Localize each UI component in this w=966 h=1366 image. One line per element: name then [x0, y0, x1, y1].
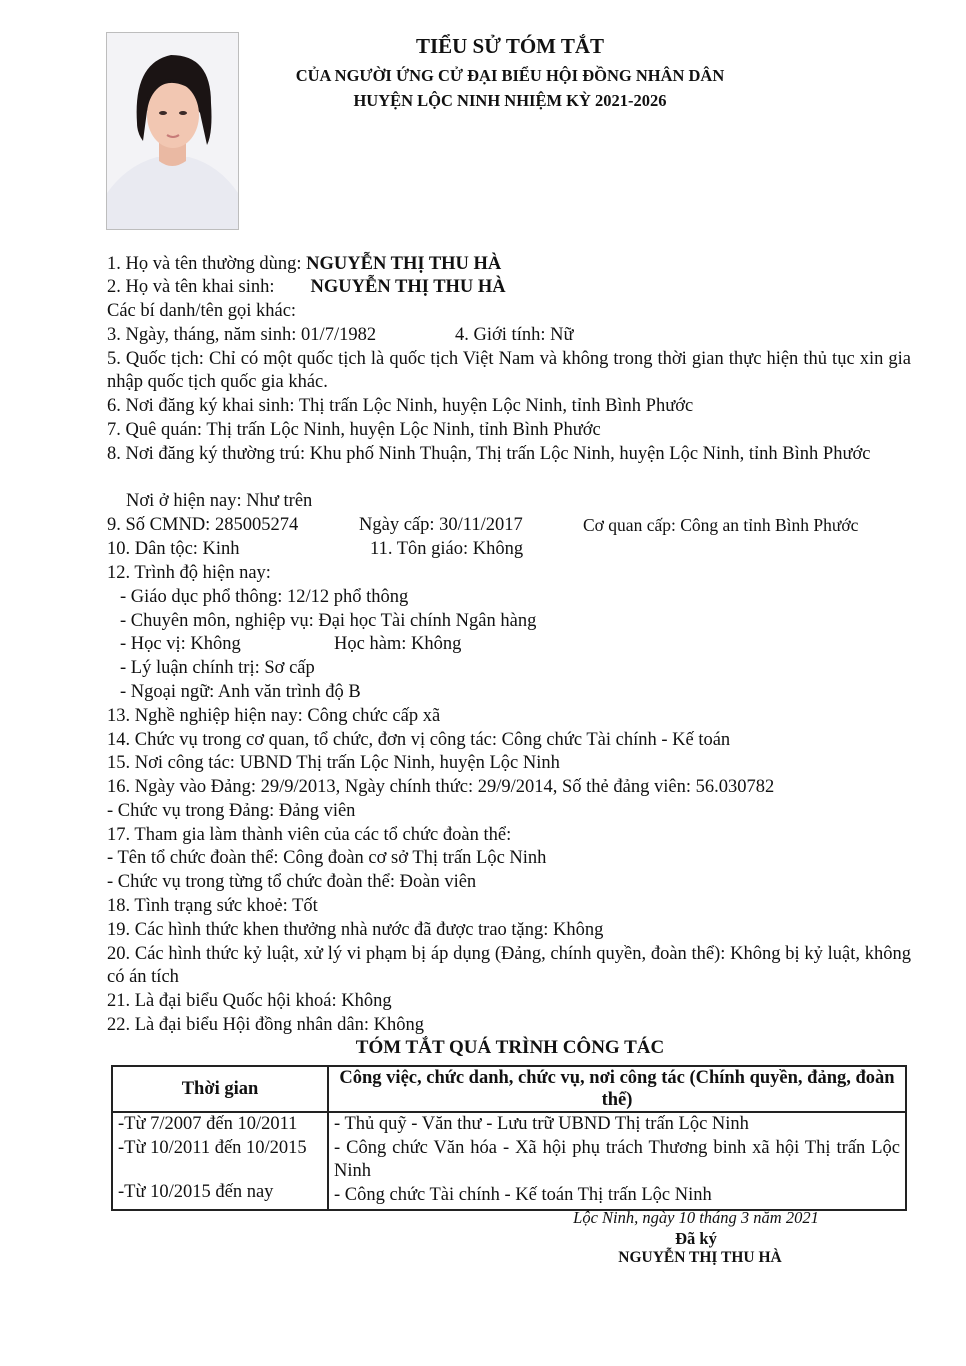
item-12-degree: - Học vị: Không — [120, 634, 241, 654]
document-subtitle-term: HUYỆN LỘC NINH NHIỆM KỲ 2021-2026 — [353, 91, 667, 110]
item-18: 18. Tình trạng sức khoẻ: Tốt — [107, 896, 318, 916]
alias: Các bí danh/tên gọi khác: — [107, 301, 297, 321]
item-12-political-theory: - Lý luận chính trị: Sơ cấp — [120, 658, 315, 678]
history-time-cell — [112, 1112, 328, 1210]
item-2-label: 2. Họ và tên khai sinh: — [107, 277, 275, 297]
history-time-2: -Từ 10/2011 đến 10/2015 — [118, 1137, 307, 1158]
portrait-photo — [106, 32, 239, 230]
history-work-3: - Công chức Tài chính - Kế toán Thị trấn Lộc Ninh — [334, 1184, 712, 1205]
signed-note: Đã ký — [675, 1229, 717, 1248]
item-6: 6. Nơi đăng ký khai sinh: Thị trấn Lộc Ninh, huyện Lộc Ninh, tỉnh Bình Phước — [107, 396, 694, 416]
document-subtitle: CỦA NGƯỜI ỨNG CỬ ĐẠI BIỂU HỘI ĐỒNG NHÂN DÂN — [295, 66, 725, 85]
history-header-row — [112, 1066, 906, 1112]
item-22: 22. Là đại biểu Hội đồng nhân dân: Không — [107, 1015, 425, 1035]
history-time-1: -Từ 7/2007 đến 10/2011 — [118, 1114, 298, 1134]
place-date: Lộc Ninh, ngày 10 tháng 3 năm 2021 — [573, 1208, 819, 1227]
item-11: 11. Tôn giáo: Không — [370, 539, 524, 559]
item-17-position: - Chức vụ trong từng tổ chức đoàn thể: Đoàn viên — [107, 872, 477, 892]
signer-name: NGUYỄN THỊ THU HÀ — [618, 1249, 782, 1266]
header-time: Thời gian — [112, 1066, 328, 1112]
item-21: 21. Là đại biểu Quốc hội khoá: Không — [107, 991, 392, 1011]
item-15: 15. Nơi công tác: UBND Thị trấn Lộc Ninh, huyện Lộc Ninh — [107, 753, 560, 773]
item-13: 13. Nghề nghiệp hiện nay: Công chức cấp xã — [107, 706, 441, 726]
item-10: 10. Dân tộc: Kinh — [107, 539, 240, 559]
item-17: 17. Tham gia làm thành viên của các tổ chức đoàn thể: — [107, 825, 512, 845]
history-work-1: - Thủ quỹ - Văn thư - Lưu trữ UBND Thị trấn Lộc Ninh — [334, 1114, 749, 1134]
item-16-party-position: - Chức vụ trong Đảng: Đảng viên — [107, 801, 356, 821]
history-title: TÓM TẮT QUÁ TRÌNH CÔNG TÁC — [355, 1037, 665, 1058]
item-12-academic-title: Học hàm: Không — [334, 634, 462, 654]
item-16: 16. Ngày vào Đảng: 29/9/2013, Ngày chính thức: 29/9/2014, Số thẻ đảng viên: 56.030782 — [107, 777, 775, 797]
portrait-image — [107, 33, 238, 229]
item-2-value: NGUYỄN THỊ THU HÀ — [310, 277, 506, 297]
item-20: 20. Các hình thức kỷ luật, xử lý vi phạm bị áp dụng (Đảng, chính quyền, đoàn thể): Không bị kỷ luật, không có án tích — [107, 944, 911, 987]
item-8: 8. Nơi đăng ký thường trú: Khu phố Ninh Thuận, Thị trấn Lộc Ninh, huyện Lộc Ninh, tỉnh Bình Phước — [107, 444, 871, 464]
item-12-profession: - Chuyên môn, nghiệp vụ: Đại học Tài chính Ngân hàng — [120, 611, 537, 631]
item-4: 4. Giới tính: Nữ — [455, 325, 574, 345]
history-time-3: -Từ 10/2015 đến nay — [118, 1182, 274, 1202]
item-3: 3. Ngày, tháng, năm sinh: 01/7/1982 — [107, 325, 377, 345]
history-work-2: - Công chức Văn hóa - Xã hội phụ trách Thương binh xã hội Thị trấn Lộc Ninh — [334, 1137, 900, 1181]
document-title: TIỂU SỬ TÓM TẮT — [415, 34, 605, 58]
current-address: Nơi ở hiện nay: Như trên — [126, 491, 313, 511]
history-work-cell — [328, 1112, 906, 1210]
item-5: 5. Quốc tịch: Chỉ có một quốc tịch là quốc tịch Việt Nam và không trong thời gian thực hiện thủ tục xin gia nhập quốc tịch quốc gia khác. — [107, 349, 911, 392]
item-1-value: NGUYỄN THỊ THU HÀ — [306, 254, 502, 274]
item-12-foreign-language: - Ngoại ngữ: Anh văn trình độ B — [120, 682, 361, 702]
item-17-organization: - Tên tổ chức đoàn thể: Công đoàn cơ sở Thị trấn Lộc Ninh — [107, 848, 547, 868]
item-1 — [107, 253, 501, 276]
item-7: 7. Quê quán: Thị trấn Lộc Ninh, huyện Lộc Ninh, tỉnh Bình Phước — [107, 420, 601, 440]
item-9-date: Ngày cấp: 30/11/2017 — [359, 515, 523, 535]
history-body-row — [112, 1112, 906, 1210]
item-12-general-education: - Giáo dục phổ thông: 12/12 phổ thông — [120, 587, 409, 607]
item-1-label: 1. Họ và tên thường dùng: — [107, 254, 307, 274]
item-12: 12. Trình độ hiện nay: — [107, 563, 271, 583]
item-2 — [107, 276, 506, 299]
header-work: Công việc, chức danh, chức vụ, nơi công tác (Chính quyền, đảng, đoàn thể) — [328, 1066, 906, 1112]
history-table — [111, 1065, 907, 1211]
item-9-id: 9. Số CMND: 285005274 — [107, 515, 299, 535]
item-9-agency: Cơ quan cấp: Công an tỉnh Bình Phước — [583, 515, 859, 535]
item-14: 14. Chức vụ trong cơ quan, tổ chức, đơn vị công tác: Công chức Tài chính - Kế toán — [107, 730, 731, 750]
item-19: 19. Các hình thức khen thưởng nhà nước đã được trao tặng: Không — [107, 920, 604, 940]
